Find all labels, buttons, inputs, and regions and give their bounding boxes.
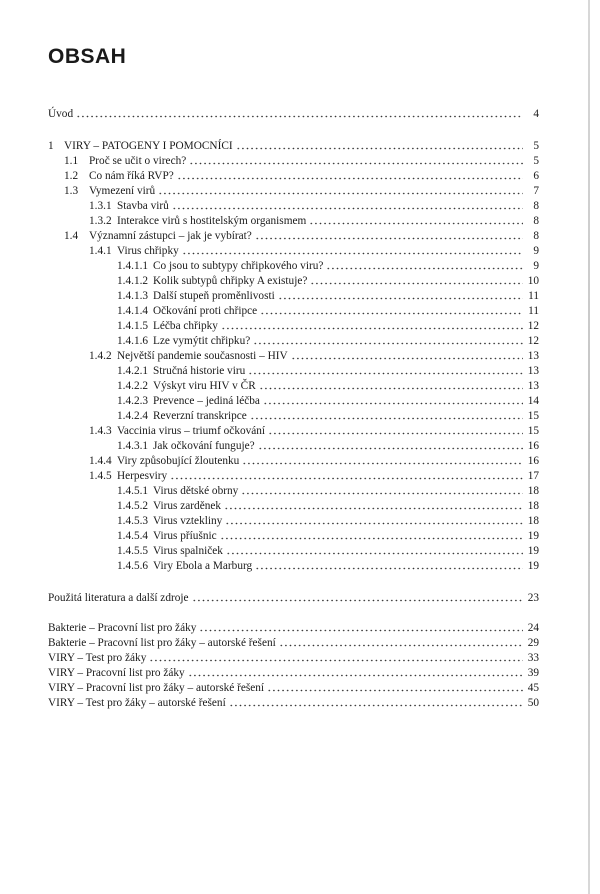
dot-leader [158,185,523,195]
page-edge [588,0,590,894]
toc-entry-label: Lze vymýtit chřipku? [153,335,251,347]
toc-entry-label: VIRY – Test pro žáky [48,652,147,664]
toc-entry-number: 1.4.2.1 [117,365,149,377]
toc-entry-label: Výskyt viru HIV v ČR [153,380,256,392]
dot-leader [76,108,523,118]
toc-entry-number: 1.4.5 [89,470,112,482]
toc-entry-number: 1.4.1.1 [117,260,149,272]
toc-entry-number: 1.4.1.4 [117,305,149,317]
toc-entry [117,288,539,303]
toc-entry-label: Virus dětské obrny [153,485,239,497]
dot-leader [172,200,523,210]
dot-leader [192,592,523,602]
toc-entry-label: Vaccinia virus – triumf očkování [117,425,266,437]
dot-leader [149,652,523,662]
toc-entry-label: Viry Ebola a Marburg [153,560,253,572]
toc-entry-page-number: 8 [533,215,539,227]
toc-entry-page-number: 29 [527,637,539,649]
toc-entry-page-number: 23 [527,592,539,604]
toc-entry [48,635,539,650]
dot-leader [248,365,523,375]
toc-entry-label: Co jsou to subtypy chřipkového viru? [153,260,324,272]
toc-entry-label: Reverzní transkripce [153,410,247,422]
toc-entry-label: Prevence – jediná léčba [153,395,260,407]
toc-entry [117,273,539,288]
toc-entry [64,228,539,243]
dot-leader [188,667,523,677]
toc-entry-label: Léčba chřipky [153,320,218,332]
toc-entry-label: Virus chřipky [117,245,179,257]
toc-entry-number: 1.4 [64,230,79,242]
toc-entry-page-number: 33 [527,652,539,664]
toc-entry-label: Virus vztekliny [153,515,223,527]
toc-entry-label: Proč se učit o virech? [89,155,187,167]
page-title: OBSAH [48,45,127,68]
dot-leader [224,500,523,510]
toc-entry-number: 1.4.5.3 [117,515,149,527]
dot-leader [236,140,523,150]
dot-leader [278,290,523,300]
dot-leader [268,425,523,435]
toc-entry-label: VIRY – Test pro žáky – autorské řešení [48,697,226,709]
toc-entry-label: VIRY – PATOGENY I POMOCNÍCI [64,140,233,152]
toc-entry [64,168,539,183]
toc-entry-page-number: 8 [533,230,539,242]
toc-entry [89,453,539,468]
dot-leader [258,440,523,450]
toc-entry [117,363,539,378]
toc-entry [48,590,539,605]
dot-leader [263,395,523,405]
dot-leader [229,697,523,707]
dot-leader [225,515,523,525]
toc-entry [89,213,539,228]
toc-entry [117,483,539,498]
toc-entry-page-number: 18 [527,500,539,512]
toc-entry-number: 1.4.3.1 [117,440,149,452]
dot-leader [242,455,523,465]
toc-entry [117,498,539,513]
toc-entry-label: Virus spalniček [153,545,223,557]
toc-entry-label: Úvod [48,108,74,120]
toc-entry [48,650,539,665]
toc-entry-page-number: 10 [527,275,539,287]
dot-leader [255,560,523,570]
toc-entry [117,543,539,558]
toc-entry-label: Co nám říká RVP? [89,170,174,182]
dot-leader [241,485,523,495]
toc-entry-page-number: 5 [533,140,539,152]
toc-entry-label: Virus příušnic [153,530,217,542]
dot-leader [253,335,523,345]
toc-entry [117,258,539,273]
dot-leader [326,260,523,270]
dot-leader [220,530,523,540]
toc-entry-page-number: 15 [527,410,539,422]
toc-entry-number: 1.4.1.2 [117,275,149,287]
dot-leader [199,622,523,632]
dot-leader [250,410,523,420]
toc-entry-number: 1.4.5.5 [117,545,149,557]
toc-entry-number: 1.2 [64,170,79,182]
dot-leader [189,155,523,165]
toc-entry-number: 1.3.2 [89,215,112,227]
toc-entry-number: 1.4.1.6 [117,335,149,347]
toc-entry-number: 1.3.1 [89,200,112,212]
toc-entry-page-number: 18 [527,485,539,497]
toc-entry [89,348,539,363]
toc-entry [89,198,539,213]
toc-entry-label: Významní zástupci – jak je vybírat? [89,230,252,242]
toc-entry-label: Použitá literatura a další zdroje [48,592,189,604]
toc-entry-page-number: 13 [527,380,539,392]
toc-entry-number: 1.4.2.2 [117,380,149,392]
dot-leader [291,350,523,360]
toc-entry-number: 1 [48,140,54,152]
toc-entry-page-number: 17 [527,470,539,482]
toc-entry [48,138,539,153]
toc-entry-page-number: 9 [533,245,539,257]
toc-entry [117,528,539,543]
toc-entry-page-number: 39 [527,667,539,679]
toc-entry [117,513,539,528]
toc-entry-number: 1.4.3 [89,425,112,437]
toc-entry [89,243,539,258]
toc-entry-label: Stavba virů [117,200,169,212]
toc-entry-page-number: 13 [527,365,539,377]
dot-leader [279,637,523,647]
toc-entry-number: 1.4.2.3 [117,395,149,407]
toc-entry-number: 1.3 [64,185,79,197]
dot-leader [259,380,523,390]
toc-entry-number: 1.4.1.5 [117,320,149,332]
toc-entry [117,408,539,423]
toc-entry-page-number: 5 [533,155,539,167]
toc-entry-label: VIRY – Pracovní list pro žáky – autorské řešení [48,682,265,694]
toc-entry [48,695,539,710]
toc-entry-page-number: 12 [527,335,539,347]
toc-entry-number: 1.4.5.4 [117,530,149,542]
toc-entry-page-number: 4 [533,108,539,120]
toc-entry-label: Další stupeň proměnlivosti [153,290,275,302]
toc-entry [117,393,539,408]
toc-entry-number: 1.4.2.4 [117,410,149,422]
toc-entry-page-number: 15 [527,425,539,437]
toc-entry-number: 1.4.4 [89,455,112,467]
dot-leader [255,230,523,240]
toc-entry-label: Bakterie – Pracovní list pro žáky – autorské řešení [48,637,276,649]
toc-entry-page-number: 18 [527,515,539,527]
toc-entry [117,333,539,348]
toc-entry [89,468,539,483]
toc-entry-page-number: 7 [533,185,539,197]
toc-entry-number: 1.4.1.3 [117,290,149,302]
toc-entry-number: 1.4.5.1 [117,485,149,497]
toc-entry-number: 1.4.1 [89,245,112,257]
toc-entry-page-number: 16 [527,455,539,467]
toc-entry-page-number: 12 [527,320,539,332]
toc-entry-page-number: 9 [533,260,539,272]
toc-entry-page-number: 50 [527,697,539,709]
toc-entry [117,558,539,573]
toc-entry-page-number: 19 [527,545,539,557]
toc-entry [48,106,539,121]
toc-entry-label: Stručná historie viru [153,365,246,377]
dot-leader [177,170,523,180]
toc-entry-page-number: 14 [527,395,539,407]
toc-entry [48,620,539,635]
toc-entry [117,318,539,333]
toc-entry-label: Očkování proti chřipce [153,305,258,317]
toc-entry [89,423,539,438]
toc-entry-number: 1.4.5.2 [117,500,149,512]
dot-leader [267,682,523,692]
dot-leader [226,545,523,555]
dot-leader [309,215,523,225]
toc-entry-label: Bakterie – Pracovní list pro žáky [48,622,197,634]
toc-entry-page-number: 16 [527,440,539,452]
toc-entry [48,665,539,680]
dot-leader [182,245,523,255]
toc-entry [117,438,539,453]
toc-entry [48,680,539,695]
toc-entry-page-number: 6 [533,170,539,182]
dot-leader [310,275,523,285]
toc-entry-page-number: 45 [527,682,539,694]
dot-leader [221,320,523,330]
toc-entry-label: Kolik subtypů chřipky A existuje? [153,275,308,287]
toc-entry [117,303,539,318]
dot-leader [260,305,523,315]
toc-entry-label: Vymezení virů [89,185,156,197]
toc-entry-page-number: 24 [527,622,539,634]
toc-entry [64,183,539,198]
toc-entry-number: 1.4.5.6 [117,560,149,572]
toc-entry-label: VIRY – Pracovní list pro žáky [48,667,185,679]
toc-entry-page-number: 13 [527,350,539,362]
toc-entry-label: Největší pandemie současnosti – HIV [117,350,288,362]
toc-entry-page-number: 19 [527,530,539,542]
dot-leader [170,470,523,480]
toc-entry-label: Interakce virů s hostitelským organismem [117,215,307,227]
toc-entry-page-number: 11 [528,305,539,317]
toc-entry-page-number: 19 [527,560,539,572]
toc-entry [117,378,539,393]
toc-entry-label: Viry způsobující žloutenku [117,455,240,467]
toc-entry-number: 1.4.2 [89,350,112,362]
toc-entry [64,153,539,168]
toc-entry-number: 1.1 [64,155,79,167]
toc-entry-page-number: 11 [528,290,539,302]
toc-entry-label: Jak očkování funguje? [153,440,255,452]
toc-entry-label: Virus zarděnek [153,500,222,512]
toc-entry-label: Herpesviry [117,470,168,482]
toc-entry-page-number: 8 [533,200,539,212]
